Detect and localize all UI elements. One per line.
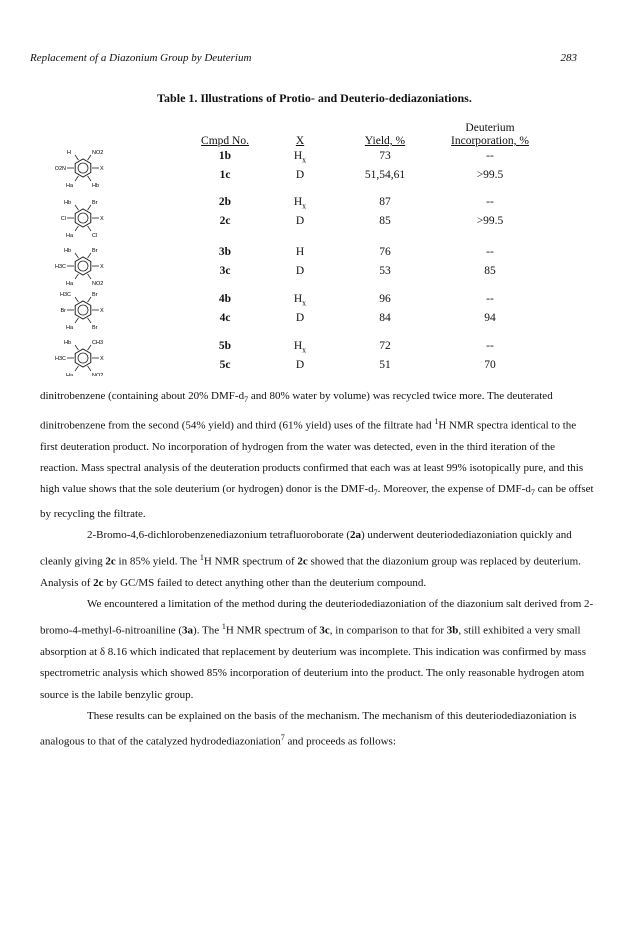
cell-deuterium: -- bbox=[486, 340, 494, 352]
bond bbox=[75, 155, 79, 160]
paragraph-3: We encountered a limitation of the method during the deuteriodediazoniation of the diazonium salt derived from 2-bromo-4-methyl-6-nitroaniline (3a). The $^1$H NMR spectrum of 3c, in comparison to that for 3b, still exhibited a very small absorption at δ 8.16 which indicated that replacement by deuterium was incomplete. This indication was confirmed by mass spectrometric analysis which showed 85% incorporation of deuterium into the product. The only reasonable hydrogen atom source is the labile benzylic group. bbox=[40, 598, 594, 701]
aromatic-circle bbox=[78, 353, 88, 363]
col-header-deuterium: Deuterium bbox=[465, 122, 515, 134]
cell-deuterium: -- bbox=[486, 150, 494, 162]
col-header-yield: Yield, % bbox=[364, 135, 406, 147]
cell-yield: 51 bbox=[379, 359, 391, 371]
cell-cmpd: 2b bbox=[218, 196, 232, 208]
col-header-incorporation: Incorporation, % bbox=[451, 135, 529, 147]
cell-yield: 53 bbox=[379, 265, 391, 277]
aromatic-circle bbox=[78, 305, 88, 315]
substituent-label: Cl bbox=[92, 233, 98, 239]
substituent-label: Hb bbox=[92, 183, 100, 189]
aromatic-circle bbox=[78, 261, 88, 271]
structure-diagrams bbox=[28, 146, 128, 376]
bond bbox=[75, 226, 79, 231]
bond bbox=[75, 366, 79, 371]
substituent-label: NO2 bbox=[92, 281, 104, 287]
bond bbox=[88, 318, 92, 323]
substituent-label: H3C bbox=[54, 356, 66, 362]
bond bbox=[75, 205, 79, 210]
aromatic-circle bbox=[78, 213, 88, 223]
substituent-label: O2N bbox=[54, 166, 66, 172]
body-text bbox=[40, 386, 595, 754]
substituent-label: Ha bbox=[65, 325, 73, 331]
substituent-label: X bbox=[100, 216, 104, 222]
substituent-label: Ha bbox=[65, 233, 73, 239]
bond bbox=[88, 205, 92, 210]
cell-deuterium: 94 bbox=[484, 312, 496, 324]
cell-deuterium: -- bbox=[486, 196, 494, 208]
cell-cmpd: 2c bbox=[219, 215, 231, 227]
substituent-label: Ha bbox=[65, 281, 73, 287]
substituent-label: Hb bbox=[63, 200, 71, 206]
cell-yield: 85 bbox=[379, 215, 391, 227]
cell-deuterium: >99.5 bbox=[476, 169, 504, 181]
paragraph-1: dinitrobenzene (containing about 20% DMF-$d_7$ and 80% water by volume) was recycled twice more. The deuterated dinitrobenzene from the second (54% yield) and third (61% yield) uses of the filtrate had $^1$H NMR spectra identical to the first deuteration product. No incorporation of hydrogen from the water was detected, even in the third iteration of the reaction. Mass spectral analysis of the deuteration products confirmed that each was at least 99% isotopically pure, and this high value shows that the sole deuterium (or hydrogen) donor is the DMF-$d_7$. Moreover, the expense of DMF-$d_7$ can be offset by recycling the filtrate. bbox=[40, 390, 594, 521]
cell-deuterium: -- bbox=[486, 293, 494, 305]
benzene-ring bbox=[75, 301, 91, 319]
bond bbox=[75, 345, 79, 350]
benzene-ring bbox=[75, 159, 91, 177]
cell-yield: 76 bbox=[379, 246, 391, 258]
bond bbox=[88, 176, 92, 181]
cell-deuterium: 85 bbox=[484, 265, 496, 277]
paragraph-2: 2-Bromo-4,6-dichlorobenzenediazonium tetrafluoroborate (2a) underwent deuteriodediazoniation quickly and cleanly giving 2c in 85% yield. The $^1$H NMR spectrum of 2c showed that the diazonium group was replaced by deuterium. Analysis of 2c by GC/MS failed to detect anything other than the deuterium compound. bbox=[40, 529, 581, 589]
cell-cmpd: 1b bbox=[218, 150, 232, 162]
benzene-ring bbox=[75, 209, 91, 227]
substituent-label: X bbox=[100, 264, 104, 270]
substituent-label: Br bbox=[60, 308, 66, 314]
bond bbox=[75, 253, 79, 258]
substituent-label: Ha bbox=[65, 183, 73, 189]
cell-x: $H_x$ bbox=[293, 196, 307, 211]
substituent-label: H3C bbox=[54, 264, 66, 270]
bond bbox=[75, 274, 79, 279]
page-number: 283 bbox=[560, 52, 577, 64]
benzene-ring bbox=[75, 349, 91, 367]
col-header-x: X bbox=[295, 135, 305, 147]
cell-cmpd: 4b bbox=[218, 293, 232, 305]
substituent-label: X bbox=[100, 308, 104, 314]
substituent-label: Br bbox=[92, 325, 98, 331]
cell-x: H bbox=[295, 246, 305, 258]
benzene-structure bbox=[55, 248, 104, 287]
benzene-structure bbox=[61, 200, 104, 239]
bond bbox=[88, 253, 92, 258]
bond bbox=[88, 366, 92, 371]
substituent-label: Br bbox=[92, 200, 98, 206]
bond bbox=[75, 176, 79, 181]
cell-yield: 87 bbox=[379, 196, 391, 208]
substituent-label: X bbox=[100, 356, 104, 362]
substituent-label: Hb bbox=[63, 248, 71, 254]
substituent-label: Hb bbox=[63, 340, 71, 346]
cell-yield: 84 bbox=[379, 312, 391, 324]
cell-x: D bbox=[295, 359, 305, 371]
aromatic-circle bbox=[78, 163, 88, 173]
bond bbox=[75, 297, 79, 302]
substituent-label: Br bbox=[92, 248, 98, 254]
cell-cmpd: 1c bbox=[219, 169, 231, 181]
bond bbox=[88, 155, 92, 160]
cell-yield: 73 bbox=[379, 150, 391, 162]
col-header-cmpd: Cmpd No. bbox=[201, 135, 249, 147]
running-header bbox=[30, 52, 577, 68]
benzene-ring bbox=[75, 257, 91, 275]
bond bbox=[88, 226, 92, 231]
cell-yield: 96 bbox=[379, 293, 391, 305]
cell-x: D bbox=[295, 265, 305, 277]
substituent-label: NO2 bbox=[92, 150, 104, 156]
cell-x: $H_x$ bbox=[293, 293, 307, 308]
benzene-structure bbox=[55, 150, 104, 189]
substituent-label: H3C bbox=[59, 292, 71, 298]
table-title: Table 1. Illustrations of Protio- and Deuterio-dediazoniations. bbox=[157, 91, 472, 105]
running-title: Replacement of a Diazonium Group by Deuterium bbox=[30, 52, 252, 64]
cell-deuterium: >99.5 bbox=[476, 215, 504, 227]
cell-x: D bbox=[295, 312, 305, 324]
cell-x: D bbox=[295, 169, 305, 181]
cell-deuterium: 70 bbox=[484, 359, 496, 371]
substituent-label: NO2 bbox=[92, 373, 104, 376]
cell-yield: 51,54,61 bbox=[364, 169, 406, 181]
cell-x: $H_x$ bbox=[293, 150, 307, 165]
substituent-label: Br bbox=[92, 292, 98, 298]
cell-x: D bbox=[295, 215, 305, 227]
cell-cmpd: 4c bbox=[219, 312, 231, 324]
substituent-label: Ha bbox=[65, 373, 73, 376]
substituent-label: Cl bbox=[60, 216, 66, 222]
cell-deuterium: -- bbox=[486, 246, 494, 258]
substituent-label: H bbox=[67, 150, 71, 156]
bond bbox=[88, 297, 92, 302]
bond bbox=[88, 345, 92, 350]
benzene-structure bbox=[60, 292, 104, 331]
substituent-label: X bbox=[100, 166, 104, 172]
paragraph-4: These results can be explained on the basis of the mechanism. The mechanism of this deuteriodediazoniation is analogous to that of the catalyzed hydrodediazoniation$^7$ and proceeds as follows: bbox=[40, 710, 577, 749]
benzene-structure bbox=[55, 340, 104, 376]
cell-x: $H_x$ bbox=[293, 340, 307, 355]
cell-cmpd: 5b bbox=[218, 340, 232, 352]
cell-cmpd: 3c bbox=[219, 265, 231, 277]
cell-yield: 72 bbox=[379, 340, 391, 352]
substituent-label: CH3 bbox=[92, 340, 104, 346]
cell-cmpd: 3b bbox=[218, 246, 232, 258]
bond bbox=[75, 318, 79, 323]
cell-cmpd: 5c bbox=[219, 359, 231, 371]
bond bbox=[88, 274, 92, 279]
